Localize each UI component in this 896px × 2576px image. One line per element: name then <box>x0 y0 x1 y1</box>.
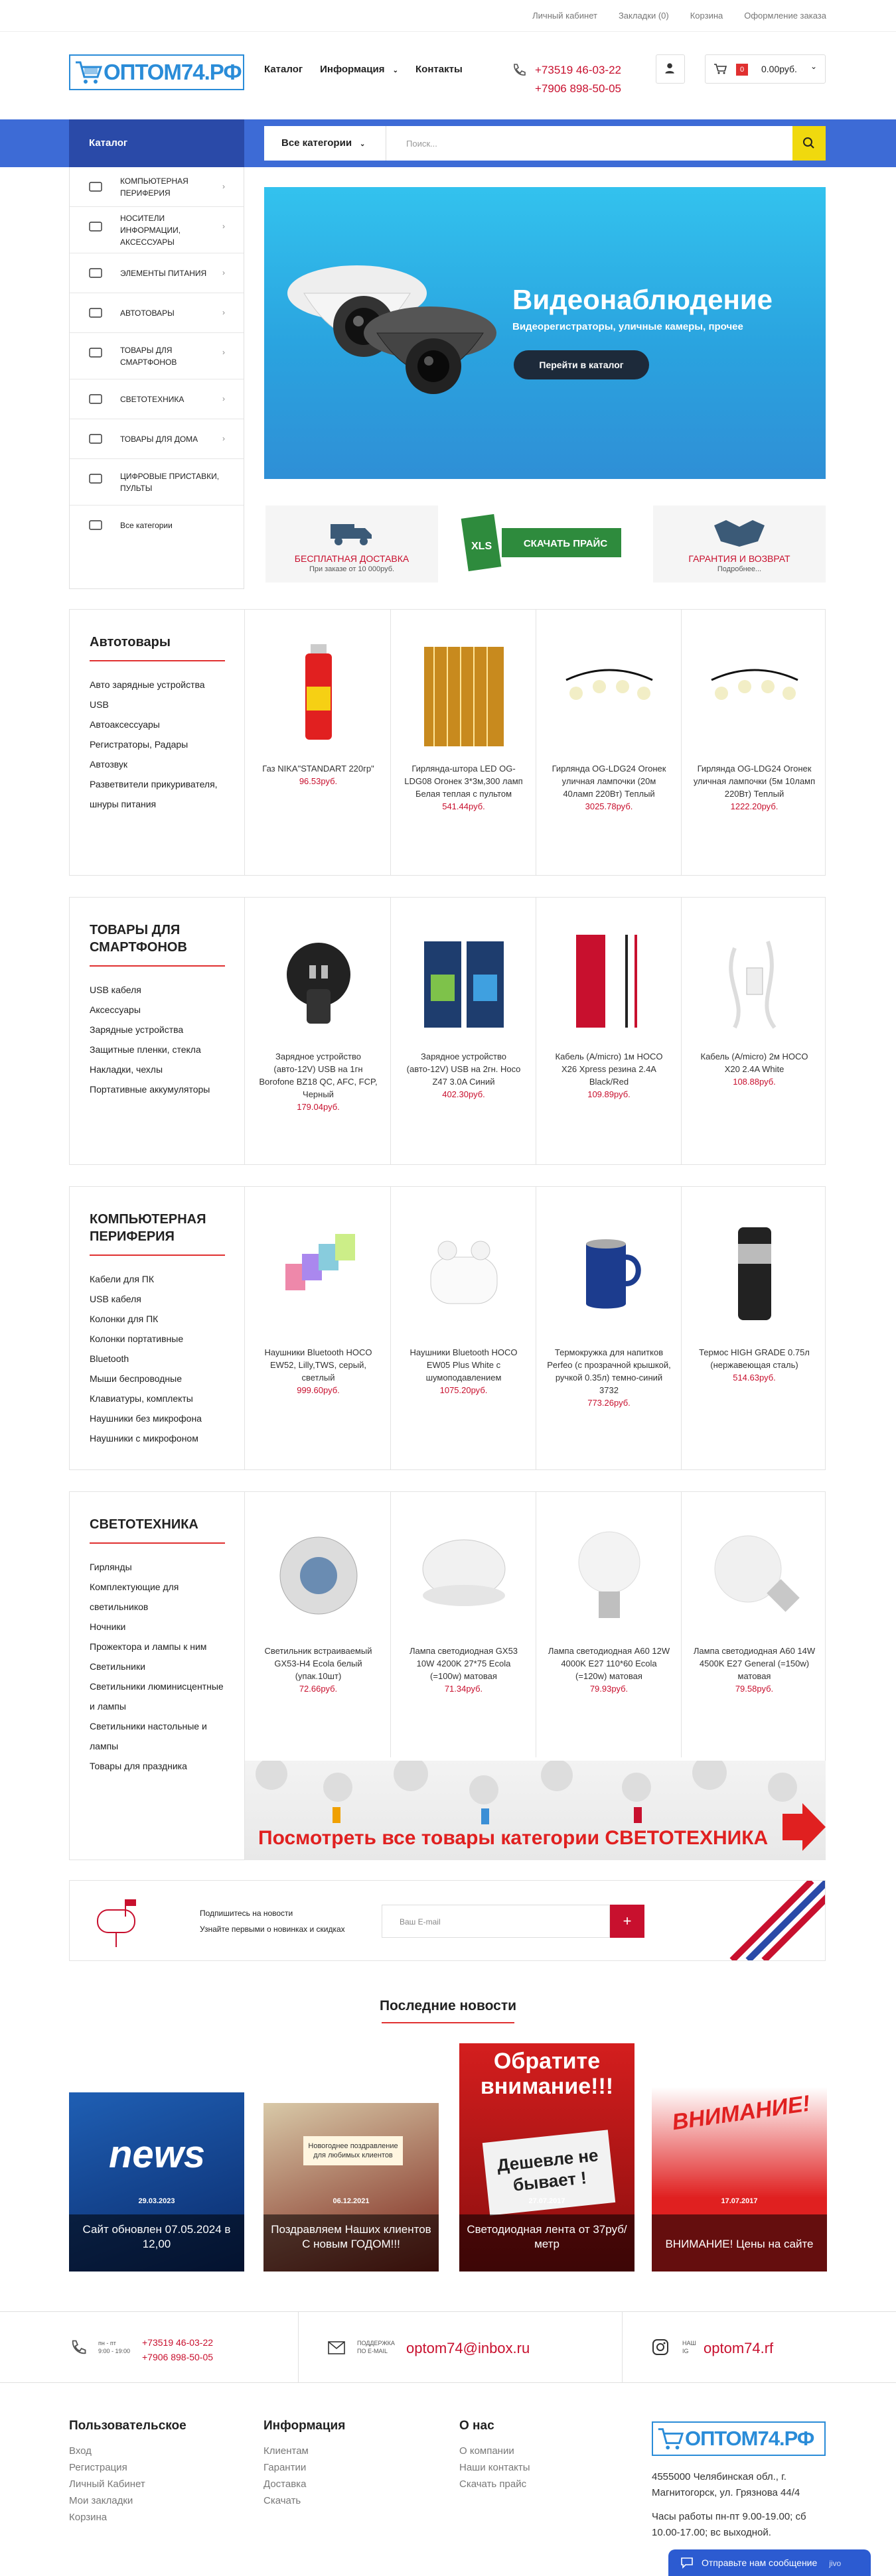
nav-catalog[interactable]: Каталог <box>264 64 303 75</box>
product-image <box>563 1523 656 1631</box>
footer-phone-2[interactable]: +7906 898-50-05 <box>142 2352 214 2362</box>
product-price: 3025.78руб. <box>585 801 633 811</box>
news-heading-underline <box>382 2022 514 2023</box>
news-title[interactable]: ВНИМАНИЕ! Цены на сайте <box>665 2238 814 2250</box>
footer-email[interactable]: optom74@inbox.ru <box>406 2340 530 2356</box>
decorative-stripes <box>692 1881 825 1960</box>
product-price: 108.88руб. <box>733 1077 776 1087</box>
search-icon <box>792 126 826 161</box>
cctv-camera-illustration <box>284 247 510 419</box>
product-image <box>708 928 801 1037</box>
chevron-right-icon: › <box>222 348 225 357</box>
subcategory-link[interactable]: Комплектующие для светильников <box>90 1582 179 1612</box>
product-image <box>417 1217 510 1326</box>
contacts-row <box>0 2311 896 2383</box>
top-link-bookmarks[interactable]: Закладки (0) <box>618 11 669 21</box>
product-name[interactable]: Зарядное устройство (авто-12V) USB на 2гн. Hoco Z47 3.0A Синий <box>406 1051 521 1087</box>
product-price: 109.89руб. <box>587 1089 631 1099</box>
product-image <box>417 1523 510 1631</box>
footer-link[interactable]: Корзина <box>69 2512 108 2523</box>
footer-link[interactable]: Личный Кабинет <box>69 2478 145 2490</box>
header-phone-2[interactable]: +7906 898-50-05 <box>535 82 621 95</box>
footer-address: 4555000 Челябинская обл., г. Магнитогорск, ул. Грязнова 44/4 <box>652 2471 800 2498</box>
sidebar-item[interactable] <box>70 379 244 419</box>
product-card[interactable] <box>536 610 682 875</box>
sidebar-item[interactable] <box>70 207 244 253</box>
subcategory-link[interactable]: USB кабеля <box>90 1294 141 1304</box>
subcategory-link[interactable]: Зарядные устройства <box>90 1024 184 1035</box>
our-sub: IG <box>682 2348 689 2354</box>
nav-info-label: Информация <box>320 64 385 75</box>
footer-hours: Часы работы пн-пт 9.00-19.00; сб 10.00-17.00; вс выходной. <box>652 2511 806 2538</box>
product-info <box>402 1346 526 1396</box>
footer-link[interactable]: Вход <box>69 2445 92 2457</box>
support-label: ПОДДЕРЖКА <box>357 2340 395 2346</box>
promo-title: БЕСПЛАТНАЯ ДОСТАВКА <box>294 553 410 564</box>
promo-title: ГАРАНТИЯ И ВОЗВРАТ <box>688 553 790 564</box>
product-price: 1222.20руб. <box>730 801 779 811</box>
subcategory-link[interactable]: Мыши беспроводные <box>90 1373 182 1384</box>
product-card[interactable] <box>536 1492 682 1757</box>
top-links-bar <box>0 0 896 32</box>
instagram-icon <box>652 2339 669 2356</box>
news-card[interactable] <box>459 2043 635 2271</box>
sidebar-item-label: НОСИТЕЛИ ИНФОРМАЦИИ, АКСЕССУАРЫ <box>120 214 181 247</box>
subcategory-link[interactable]: Аксессуары <box>90 1004 141 1015</box>
cart-total: 0.00руб. <box>761 64 797 74</box>
product-card[interactable] <box>246 610 391 875</box>
product-image <box>272 1523 365 1631</box>
product-image <box>272 928 365 1037</box>
category-cta-banner[interactable] <box>245 1761 826 1860</box>
chat-icon <box>680 2557 694 2569</box>
subcategory-link[interactable]: Прожектора и лампы к ним <box>90 1641 207 1652</box>
product-image <box>417 640 510 749</box>
product-name[interactable]: Лампа светодиодная A60 12W 4000K E27 110*60 Ecola (=120w) матовая <box>548 1646 670 1681</box>
banner-title: Видеонаблюдение <box>512 284 773 315</box>
product-card[interactable] <box>391 1492 536 1757</box>
sidebar-item[interactable] <box>70 293 244 333</box>
footer-link[interactable]: О компании <box>459 2445 514 2457</box>
newsletter-subtitle: Узнайте первыми о новинках и скидках <box>200 1925 345 1934</box>
product-image <box>563 640 656 749</box>
product-image <box>272 1217 365 1326</box>
footer-column <box>69 2419 187 2526</box>
product-name[interactable]: Гирлянда OG-LDG24 Огонек уличная лампочки (5м 10ламп 220Вт) Теплый <box>693 764 816 799</box>
search-category-label: Все категории <box>281 137 352 149</box>
news-art-text: Обратите внимание!!! <box>480 2049 614 2099</box>
phone-icon <box>511 62 527 78</box>
product-price: 1075.20руб. <box>439 1385 488 1395</box>
subcategory-link[interactable]: Гирлянды <box>90 1562 132 1572</box>
search-button[interactable] <box>792 126 826 161</box>
category-block-sidebar <box>70 1187 245 1469</box>
top-link-checkout[interactable]: Оформление заказа <box>744 11 826 21</box>
washer-icon <box>88 433 103 446</box>
footer-column <box>459 2419 530 2492</box>
news-card[interactable] <box>263 2103 439 2271</box>
product-image <box>563 928 656 1037</box>
category-block-sidebar <box>70 610 245 875</box>
promo-download-price[interactable] <box>459 506 632 582</box>
chevron-right-icon: › <box>222 222 225 231</box>
product-image <box>708 640 801 749</box>
news-art-sign: Дешевле не бывает ! <box>483 2130 615 2215</box>
hero-banner[interactable] <box>264 187 826 479</box>
cart-count-badge: 0 <box>736 64 748 76</box>
product-price: 71.34руб. <box>444 1684 483 1694</box>
car-icon <box>88 306 103 320</box>
footer-column-title: Информация <box>263 2419 346 2433</box>
banner-button[interactable]: Перейти в каталог <box>514 350 649 379</box>
news-title[interactable]: Поздравляем Наших клиентов С новым ГОДОМ!!! <box>271 2223 431 2250</box>
product-info <box>402 1645 526 1695</box>
cart-button[interactable] <box>705 54 826 84</box>
product-name[interactable]: Кабель (A/micro) 1м HOCO X26 Xpress резина 2.4A Black/Red <box>555 1051 663 1087</box>
subcategory-link[interactable]: USB кабеля <box>90 984 141 995</box>
plus-icon: + <box>623 1913 632 1929</box>
category-block <box>69 609 826 876</box>
sidebar-item[interactable] <box>70 459 244 506</box>
subcategory-link[interactable]: Колонки портативные Bluetooth <box>90 1333 184 1364</box>
sidebar-item-label: КОМПЬЮТЕРНАЯ ПЕРИФЕРИЯ <box>120 176 188 198</box>
product-image <box>563 1217 656 1326</box>
chevron-right-icon: › <box>222 182 225 191</box>
handshake-icon <box>713 516 766 549</box>
header-phones <box>535 61 621 98</box>
shopping-cart-icon <box>656 2424 685 2453</box>
newsletter-title: Подпишитесь на новости <box>200 1909 293 1918</box>
sidebar-item-label: ЭЛЕМЕНТЫ ПИТАНИЯ <box>120 269 207 278</box>
sidebar-item[interactable] <box>70 253 244 293</box>
subcategory-link[interactable]: Портативные аккумуляторы <box>90 1084 210 1095</box>
product-info <box>692 1346 816 1384</box>
banner-subtitle: Видеорегистраторы, уличные камеры, прочее <box>512 321 743 332</box>
product-price: 179.04руб. <box>297 1102 340 1112</box>
category-block-sidebar <box>70 1492 245 1860</box>
promo-subtitle: При заказе от 10 000руб. <box>309 565 395 573</box>
product-price: 773.26руб. <box>587 1398 631 1408</box>
subcategory-link[interactable]: Светильники люминисцентные и лампы <box>90 1681 224 1712</box>
our-label: НАШ <box>682 2340 696 2346</box>
lamp-icon <box>88 393 103 406</box>
cart-icon <box>713 63 727 75</box>
chevron-right-icon: › <box>222 434 225 443</box>
product-image <box>708 1217 801 1326</box>
product-name[interactable]: Кабель (A/micro) 2м HOCO X20 2.4A White <box>700 1051 808 1074</box>
footer-link[interactable]: Клиентам <box>263 2445 309 2457</box>
product-card[interactable] <box>246 1492 391 1757</box>
product-card[interactable] <box>246 898 391 1164</box>
subcategory-link[interactable]: Колонки для ПК <box>90 1314 159 1324</box>
search-category-select[interactable] <box>264 126 386 161</box>
subcategory-link[interactable]: Клавиатуры, комплекты <box>90 1393 193 1404</box>
product-price: 96.53руб. <box>299 776 338 786</box>
truck-icon <box>329 517 376 547</box>
category-block-title[interactable]: КОМПЬЮТЕРНАЯ ПЕРИФЕРИЯ <box>90 1211 225 1256</box>
shopping-cart-icon <box>73 57 104 88</box>
mailbox-icon <box>95 1897 151 1947</box>
category-block-title[interactable]: Автотовары <box>90 634 225 661</box>
product-price: 79.93руб. <box>589 1684 629 1694</box>
chat-label: Отправьте нам сообщение <box>702 2557 818 2568</box>
subcategory-link[interactable]: Наушники с микрофоном <box>90 1433 198 1444</box>
subcategory-link[interactable]: Светильники настольные и лампы <box>90 1721 207 1751</box>
subcategory-link[interactable]: Ночники <box>90 1621 126 1632</box>
footer-column-title: О нас <box>459 2419 494 2433</box>
sidebar-item-label: АВТОТОВАРЫ <box>120 308 175 318</box>
top-link-account[interactable]: Личный кабинет <box>532 11 597 21</box>
product-image <box>708 1523 801 1631</box>
product-info <box>256 1645 380 1695</box>
product-price: 79.58руб. <box>735 1684 774 1694</box>
search-input[interactable]: Поиск... <box>406 139 437 149</box>
category-sidebar <box>69 167 244 589</box>
product-price: 999.60руб. <box>297 1385 340 1395</box>
svg-text:XLS: XLS <box>471 541 492 552</box>
chat-brand: jivo <box>829 2559 842 2568</box>
footer-phone-1[interactable]: +73519 46-03-22 <box>142 2337 214 2348</box>
news-heading: Последние новости <box>379 1998 517 2013</box>
sidebar-item-label: ТОВАРЫ ДЛЯ СМАРТФОНОВ <box>120 346 177 367</box>
product-info <box>256 1050 380 1113</box>
hours-value: 9:00 - 19:00 <box>98 2348 131 2354</box>
news-art-text: Новогоднее поздравление для любимых клиентов <box>303 2136 403 2165</box>
news-date: 17.07.2017 <box>721 2197 758 2205</box>
sidebar-item-label: СВЕТОТЕХНИКА <box>120 395 185 404</box>
nav-contacts[interactable]: Контакты <box>415 64 463 75</box>
footer-column <box>263 2419 345 2509</box>
category-block-sidebar <box>70 898 245 1164</box>
subcategory-link[interactable]: Автозвук <box>90 759 128 770</box>
news-title[interactable]: Сайт обновлен 07.05.2024 в 12,00 <box>82 2223 231 2250</box>
promo-free-delivery[interactable] <box>265 506 438 582</box>
list-icon <box>88 519 103 532</box>
product-info <box>692 762 816 813</box>
footer-link[interactable]: Регистрация <box>69 2462 127 2473</box>
footer-link[interactable]: Гарантии <box>263 2462 307 2473</box>
support-sub: ПО E-MAIL <box>357 2348 388 2354</box>
subcategory-link[interactable]: Светильники <box>90 1661 145 1672</box>
product-name[interactable]: Наушники Bluetooth HOCO EW05 Plus White с шумоподавлением <box>410 1347 518 1383</box>
monitor-icon <box>88 180 103 194</box>
footer-link[interactable]: Скачать прайс <box>459 2478 527 2490</box>
mail-icon <box>328 2341 345 2354</box>
news-art-text: news <box>109 2133 206 2176</box>
divider <box>622 2312 623 2382</box>
product-image <box>417 928 510 1037</box>
product-price: 514.63руб. <box>733 1373 776 1383</box>
product-card[interactable] <box>391 898 536 1164</box>
newsletter-box <box>69 1880 826 1961</box>
product-info <box>402 762 526 813</box>
sidebar-item-label: ТОВАРЫ ДЛЯ ДОМА <box>120 435 198 444</box>
product-info <box>692 1050 816 1088</box>
footer-logo-text: ОПТОМ74.РФ <box>685 2427 814 2450</box>
product-info <box>547 762 671 813</box>
sidebar-item-label: ЦИФРОВЫЕ ПРИСТАВКИ, ПУЛЬТЫ <box>120 472 220 493</box>
header-phone-1[interactable]: +73519 46-03-22 <box>535 64 621 76</box>
category-block <box>69 897 826 1165</box>
product-name[interactable]: Газ NIKA"STANDART 220гр" <box>262 764 374 774</box>
sidebar-item[interactable] <box>70 419 244 459</box>
disc-icon <box>88 220 103 234</box>
phone-icon <box>88 346 103 360</box>
footer-link[interactable]: Скачать <box>263 2495 301 2506</box>
catalog-button[interactable]: Каталог <box>69 119 244 167</box>
subcategory-link[interactable]: Автоаксессуары <box>90 719 160 730</box>
main-nav <box>264 64 480 75</box>
site-logo[interactable] <box>69 54 244 90</box>
footer-link[interactable]: Мои закладки <box>69 2495 133 2506</box>
news-date: 27.07.2017 <box>528 2197 565 2205</box>
category-block-title[interactable]: СВЕТОТЕХНИКА <box>90 1516 225 1544</box>
product-price: 72.66руб. <box>299 1684 338 1694</box>
product-info <box>547 1050 671 1101</box>
product-name[interactable]: Наушники Bluetooth HOCO EW52, Lilly,TWS, серый, светлый <box>264 1347 372 1383</box>
product-card[interactable] <box>682 898 827 1164</box>
product-name[interactable]: Светильник встраиваемый GX53-H4 Ecola белый (упак.10шт) <box>264 1646 372 1681</box>
news-date: 29.03.2023 <box>138 2197 175 2205</box>
subcategory-link[interactable]: Накладки, чехлы <box>90 1064 163 1075</box>
chat-widget-button[interactable] <box>668 2549 871 2576</box>
product-card[interactable] <box>682 610 827 875</box>
subcategory-link[interactable]: Регистраторы, Радары <box>90 739 188 750</box>
product-info <box>256 762 380 787</box>
category-block <box>69 1186 826 1470</box>
cta-text: Посмотреть все товары категории СВЕТОТЕХНИКА <box>258 1827 769 1849</box>
tv-box-icon <box>88 472 103 486</box>
product-name[interactable]: Лампа светодиодная GX53 10W 4200K 27*75 Ecola (=100w) матовая <box>409 1646 518 1681</box>
product-name[interactable]: Зарядное устройство (авто-12V) USB на 1гн Borofone BZ18 QC, AFC, FCP, Черный <box>259 1051 378 1099</box>
product-info <box>256 1346 380 1396</box>
product-name[interactable]: Гирлянда OG-LDG24 Огонек уличная лампочки (20м 40ламп 220Вт) Теплый <box>552 764 666 799</box>
account-button[interactable] <box>656 54 685 84</box>
product-name[interactable]: Термокружка для напитков Perfeo (с прозрачной крышкой, ручкой 0.35л) темно-синий 3732 <box>547 1347 671 1395</box>
newsletter-submit-button[interactable] <box>610 1905 644 1938</box>
user-icon <box>656 55 684 83</box>
news-card[interactable] <box>652 2087 827 2271</box>
product-price: 402.30руб. <box>442 1089 485 1099</box>
promo-subtitle: Подробнее... <box>717 565 762 573</box>
product-info <box>547 1346 671 1409</box>
product-card[interactable] <box>536 1187 682 1469</box>
promo-title: СКАЧАТЬ ПРАЙС <box>523 538 608 549</box>
news-card[interactable] <box>69 2092 244 2271</box>
footer-column-title: Пользовательское <box>69 2419 187 2433</box>
subcategory-link[interactable]: Авто зарядные устройства USB <box>90 679 205 710</box>
hours-label: пн - пт <box>98 2340 116 2346</box>
subcategory-link[interactable]: Защитные пленки, стекла <box>90 1044 201 1055</box>
subcategory-link[interactable]: Наушники без микрофона <box>90 1413 202 1424</box>
product-card[interactable] <box>682 1492 827 1757</box>
chevron-down-icon: ⌄ <box>810 62 817 71</box>
product-info <box>547 1645 671 1695</box>
category-block-title[interactable]: ТОВАРЫ ДЛЯ СМАРТФОНОВ <box>90 921 225 967</box>
divider <box>298 2312 299 2382</box>
product-card[interactable] <box>391 1187 536 1469</box>
footer-logo[interactable] <box>652 2421 826 2456</box>
news-title[interactable]: Светодиодная лента от 37руб/метр <box>467 2223 627 2250</box>
product-card[interactable] <box>246 1187 391 1469</box>
chevron-right-icon: › <box>222 308 225 317</box>
product-name[interactable]: Гирлянда-штора LED OG-LDG08 Огонек 3*3м,300 ламп Белая теплая с пультом <box>404 764 523 799</box>
chevron-right-icon: › <box>222 268 225 277</box>
subcategory-link[interactable]: Товары для праздника <box>90 1761 187 1771</box>
newsletter-email-input[interactable]: Ваш E-mail <box>382 1905 610 1938</box>
chevron-down-icon: ⌄ <box>392 67 399 74</box>
product-name[interactable]: Термос HIGH GRADE 0.75л (нержавеющая сталь) <box>699 1347 810 1370</box>
product-card[interactable] <box>391 610 536 875</box>
subcategory-link[interactable]: Кабели для ПК <box>90 1274 155 1284</box>
logo-text: ОПТОМ74.РФ <box>104 60 242 84</box>
product-info <box>692 1645 816 1695</box>
product-card[interactable] <box>682 1187 827 1469</box>
news-date: 06.12.2021 <box>333 2197 370 2205</box>
nav-info[interactable] <box>320 64 398 75</box>
product-info <box>402 1050 526 1101</box>
subcategory-link[interactable]: Разветвители прикуривателя, шнуры питания <box>90 779 218 809</box>
promo-warranty[interactable] <box>653 506 826 582</box>
news-art-text: ВНИМАНИЕ! <box>670 2090 812 2135</box>
search-form <box>264 126 826 161</box>
footer-link[interactable]: Доставка <box>263 2478 307 2490</box>
product-price: 541.44руб. <box>442 801 485 811</box>
top-link-cart[interactable]: Корзина <box>690 11 723 21</box>
chevron-right-icon: › <box>222 394 225 403</box>
footer-site[interactable]: optom74.rf <box>704 2340 774 2356</box>
battery-icon <box>88 267 103 280</box>
phone-icon <box>69 2339 88 2357</box>
footer-link[interactable]: Наши контакты <box>459 2462 530 2473</box>
sidebar-item-label: Все категории <box>120 521 173 530</box>
sidebar-item[interactable] <box>70 333 244 379</box>
sidebar-item[interactable] <box>70 167 244 207</box>
product-card[interactable] <box>536 898 682 1164</box>
product-name[interactable]: Лампа светодиодная A60 14W 4500K E27 General (=150w) матовая <box>693 1646 816 1681</box>
sidebar-item[interactable] <box>70 506 244 545</box>
chevron-down-icon: ⌄ <box>360 141 366 148</box>
product-image <box>272 640 365 749</box>
